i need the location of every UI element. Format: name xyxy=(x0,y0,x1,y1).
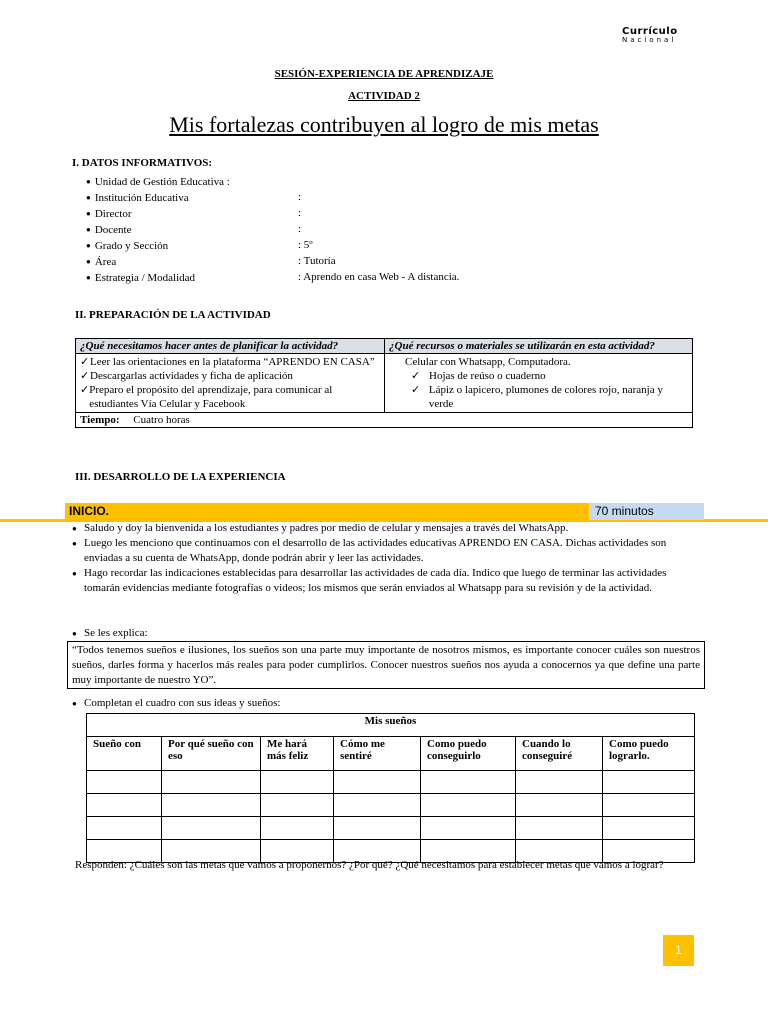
section3-heading: III. DESARROLLO DE LA EXPERIENCIA xyxy=(75,471,286,483)
session-heading: SESIÓN-EXPERIENCIA DE APRENDIZAJE xyxy=(274,68,494,80)
table-header: Por qué sueño con eso xyxy=(162,737,261,771)
minutes-label: 70 minutos xyxy=(589,503,704,520)
activity-heading: ACTIVIDAD 2 xyxy=(348,90,420,102)
info-list xyxy=(86,174,459,286)
table-header: Sueño con xyxy=(87,737,162,771)
time-label: Tiempo: xyxy=(80,414,120,426)
dreams-table-title: Mis sueños xyxy=(87,714,695,737)
info-row: ● Área : Tutoría xyxy=(86,255,336,268)
info-value: : xyxy=(298,223,302,235)
table-header: Como puedo lograrlo. xyxy=(603,737,695,771)
info-key: Director xyxy=(94,208,132,220)
check-icon: ✓ xyxy=(80,384,90,396)
inicio-label: INICIO. xyxy=(69,504,110,518)
prep-resource: Hojas de reúso o cuaderno xyxy=(429,370,546,382)
table-header: Cómo me sentiré xyxy=(334,737,421,771)
prep-item: Descargarlas actividades y ficha de aplicación xyxy=(90,370,293,382)
preparation-table xyxy=(75,338,693,428)
prep-item: Leer las orientaciones en la plataforma “APRENDO EN CASA” xyxy=(90,356,375,368)
info-key: Unidad de Gestión Educativa : xyxy=(94,176,230,188)
info-value: : 5º xyxy=(298,239,313,251)
info-value: : xyxy=(298,191,302,203)
inicio-bullets xyxy=(72,521,696,596)
table-row xyxy=(87,817,695,840)
info-key: Área xyxy=(94,256,117,268)
check-icon: ✓ xyxy=(80,356,90,368)
answer-paragraph: Responden: ¿Cuáles son las metas que vamos a proponernos? ¿Por qué? ¿Qué necesitamos para establecer metas que vamos a lograr? xyxy=(75,859,664,871)
info-row: ● Estrategia / Modalidad : Aprendo en casa Web - A distancia. xyxy=(86,271,460,284)
section2-heading: II. PREPARACIÓN DE LA ACTIVIDAD xyxy=(75,309,271,321)
table-header: Como puedo conseguirlo xyxy=(421,737,516,771)
info-key: Docente xyxy=(94,224,132,236)
logo-line2: Nacional xyxy=(622,36,677,44)
table-row xyxy=(87,771,695,794)
prep-time-cell xyxy=(76,413,693,428)
prep-col1-cell xyxy=(76,354,385,413)
dreams-table xyxy=(86,713,695,863)
check-icon: ✓ xyxy=(411,384,421,396)
info-value: : Aprendo en casa Web - A distancia. xyxy=(298,271,460,283)
logo-line1: Currículo xyxy=(622,26,678,37)
info-row: ● Grado y Sección : 5º xyxy=(86,239,313,252)
info-value: : xyxy=(298,207,302,219)
complete-item: ● Completan el cuadro con sus ideas y sueños: xyxy=(72,697,281,709)
prep-resource: Lápiz o lapicero, plumones de colores rojo, naranja y verde xyxy=(428,384,663,410)
list-item: ● Saludo y doy la bienvenida a los estudiantes y padres por medio de celular y mensajes a través del WhatsApp. xyxy=(72,522,569,534)
info-value: : Tutoría xyxy=(298,255,336,267)
info-row: ● Institución Educativa : xyxy=(86,191,302,204)
curriculo-nacional-logo xyxy=(622,26,678,44)
inicio-bar xyxy=(65,503,704,520)
info-key: Grado y Sección xyxy=(94,240,169,252)
info-row: ● Docente : xyxy=(86,223,302,236)
prep-resource-intro: Celular con Whatsapp, Computadora. xyxy=(405,356,571,368)
table-header: Me hará más feliz xyxy=(261,737,334,771)
prep-header-col2: ¿Qué recursos o materiales se utilizarán en esta actividad? xyxy=(385,339,693,354)
info-row: ● Director : xyxy=(86,207,302,220)
prep-col2-cell xyxy=(385,354,693,413)
list-item: ● Luego les menciono que continuamos con el desarrollo de las actividades educativas APRENDO EN CASA. Dichas actividades son enviadas a su cuenta de WhatsApp, donde podrán abrir y leer las actividades. xyxy=(72,537,667,564)
page-number: 1 xyxy=(663,935,694,966)
time-value: Cuatro horas xyxy=(133,414,190,426)
prep-header-col1: ¿Qué necesitamos hacer antes de planificar la actividad? xyxy=(76,339,385,354)
check-icon: ✓ xyxy=(411,370,421,382)
table-row xyxy=(87,794,695,817)
info-key: Estrategia / Modalidad xyxy=(94,272,196,284)
explain-item: ● Se les explica: xyxy=(72,627,148,639)
check-icon: ✓ xyxy=(80,370,90,382)
table-header: Cuando lo conseguiré xyxy=(516,737,603,771)
prep-item: Preparo el propósito del aprendizaje, para comunicar al estudiantes Vía Celular y Facebook xyxy=(89,384,333,410)
section1-heading: I. DATOS INFORMATIVOS: xyxy=(72,157,213,169)
info-key: Institución Educativa xyxy=(94,192,189,204)
page-title: Mis fortalezas contribuyen al logro de mis metas xyxy=(169,112,599,137)
list-item: ● Hago recordar las indicaciones establecidas para desarrollar las actividades de cada día. Indico que luego de terminar las actividades tomarán evidencias mediante fotografías o videos; los mismos que serán enviados al Whatsapp para su revisión y de la actividad. xyxy=(72,567,667,594)
info-row: ● Unidad de Gestión Educativa : xyxy=(86,176,230,188)
quote-box: “Todos tenemos sueños e ilusiones, los sueños son una parte muy importante de nosotros mismos, es importante conocer cuáles son nuestros sueños, darles forma y hacerlos más reales para poder cumplirlos. Conocer nuestros sueños nos ayuda a conocernos ya que define una parte muy importante de nuestro YO”. xyxy=(67,641,705,689)
